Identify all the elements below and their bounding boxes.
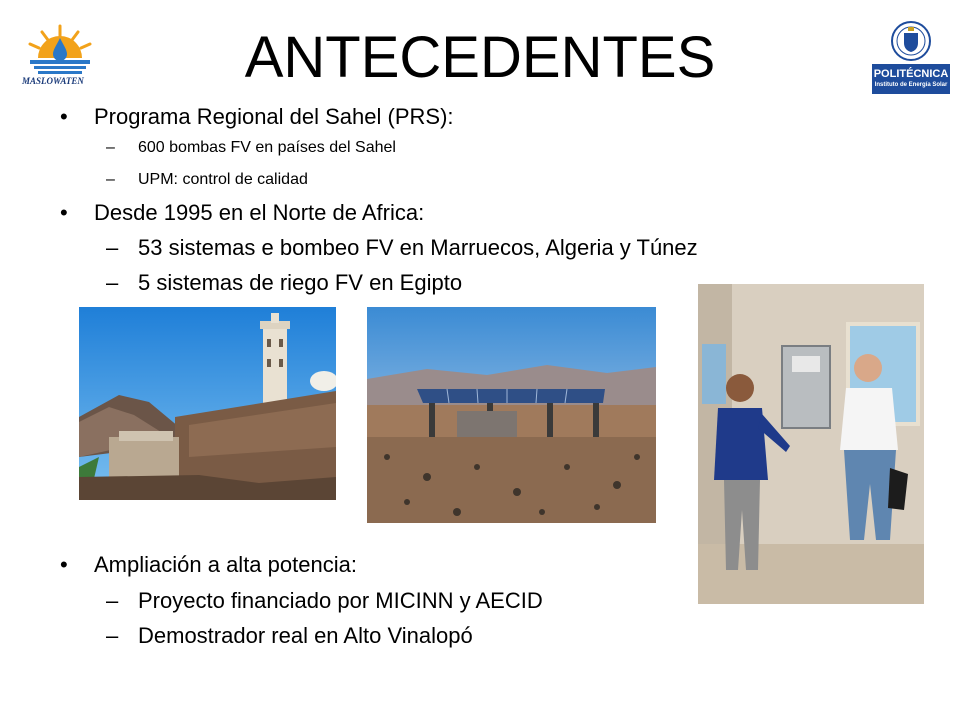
sub-bullet-text: 600 bombas FV en países del Sahel: [138, 139, 396, 156]
sub-bullet-item: [106, 623, 473, 649]
sub-bullet-text: Proyecto financiado por MICINN y AECID: [138, 588, 543, 613]
sub-bullet-item: [106, 138, 396, 158]
dash-glyph: –: [106, 139, 115, 156]
pv-array-photo: [367, 307, 656, 523]
dash-glyph: –: [106, 623, 119, 648]
control-room-photo: [698, 284, 924, 604]
sub-bullet-text: Demostrador real en Alto Vinalopó: [138, 623, 473, 648]
bullet-item: [60, 104, 454, 130]
bullet-glyph: •: [60, 104, 68, 129]
upm-logo-text: POLITÉCNICA: [873, 68, 949, 80]
dash-glyph: –: [106, 588, 119, 613]
sub-bullet-item: [106, 270, 463, 296]
maslowaten-logo-text: MASLOWATEN: [22, 76, 84, 86]
village-photo: [79, 307, 336, 500]
upm-logo-subtext: Instituto de Energía Solar: [874, 82, 948, 88]
dash-glyph: –: [106, 270, 119, 295]
sub-bullet-item: [106, 235, 698, 261]
slide-title: ANTECEDENTES: [244, 25, 716, 90]
bullet-text: Desde 1995 en el Norte de Africa:: [94, 200, 425, 225]
dash-glyph: –: [106, 235, 119, 260]
sub-bullet-text: UPM: control de calidad: [138, 171, 308, 188]
dash-glyph: –: [106, 171, 115, 188]
bullet-glyph: •: [60, 552, 68, 577]
sub-bullet-item: [106, 588, 543, 614]
bullet-item: [60, 200, 425, 226]
bullet-text: Programa Regional del Sahel (PRS):: [94, 104, 454, 129]
bullet-text: Ampliación a alta potencia:: [94, 552, 357, 577]
sub-bullet-text: 5 sistemas de riego FV en Egipto: [138, 270, 463, 295]
bullet-item: [60, 552, 357, 578]
sub-bullet-item: [106, 170, 308, 190]
sub-bullet-text: 53 sistemas e bombeo FV en Marruecos, Algeria y Túnez: [138, 235, 698, 260]
bullet-glyph: •: [60, 200, 68, 225]
